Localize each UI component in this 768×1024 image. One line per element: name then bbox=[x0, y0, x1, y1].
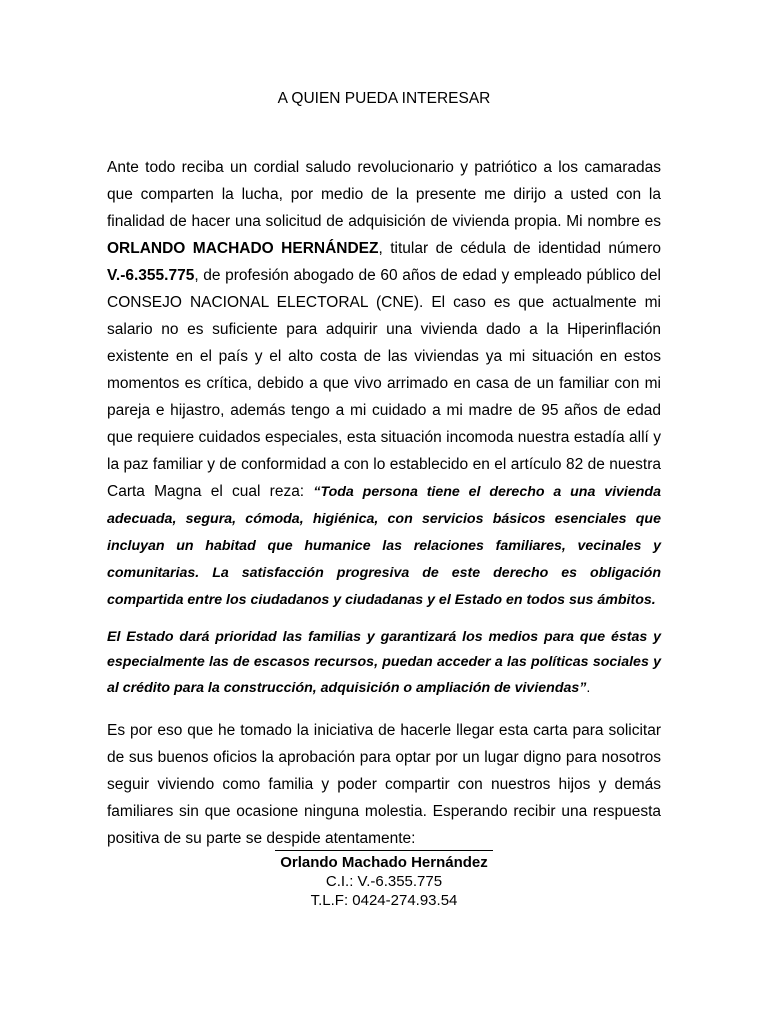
signature-name: Orlando Machado Hernández bbox=[280, 854, 488, 871]
signature-block bbox=[0, 850, 768, 910]
intro-text-b: , titular de cédula de identidad número bbox=[378, 240, 661, 257]
paragraph-constitution-quote bbox=[107, 625, 661, 701]
constitution-quote-part1: Toda persona tiene el derecho a una vivienda adecuada, segura, cómoda, higiénica, con servicios básicos esenciales que incluyan un habitad que humanice las relaciones familiares, vecinales y comunitarias. La satisfacción progresiva de este derecho es obligación compartida entre los ciudadanos y ciudadanas y el Estado en todos sus ámbitos. bbox=[107, 484, 661, 608]
signature-phone: T.L.F: 0424-274.93.54 bbox=[310, 892, 458, 909]
quote-period: . bbox=[586, 679, 591, 696]
open-quote: “ bbox=[313, 484, 321, 500]
intro-text-c: , de profesión abogado de 60 años de edad y empleado público del CONSEJO NACIONAL ELECTORAL (CNE). El caso es que actualmente mi salario no es suficiente para adquirir una vivienda dado a la Hiperinflación existente en el país y el alto costa de las viviendas ya mi situación en estos momentos es crítica, debido a que vivo arrimado en casa de un familiar con mi pareja e hijastro, además tengo a mi cuidado a mi madre de 95 años de edad que requiere cuidados especiales, esta situación incomoda nuestra estadía allí y la paz familiar y de conformidad a con lo establecido en el artículo 82 de nuestra Carta Magna el cual reza: bbox=[107, 267, 661, 500]
constitution-quote-part2: El Estado dará prioridad las familias y garantizará los medios para que éstas y especialmente las de escasos recursos, puedan acceder a las políticas sociales y al crédito para la construcción, adquisición o ampliación de viviendas” bbox=[107, 629, 661, 696]
signature-line bbox=[275, 850, 493, 851]
paragraph-closing: Es por eso que he tomado la iniciativa de hacerle llegar esta carta para solicitar de sus buenos oficios la aprobación para optar por un lugar digno para nosotros seguir viviendo como familia y poder compartir con nuestros hijos y demás familiares sin que ocasione ninguna molestia. Esperando recibir una respuesta positiva de su parte se despide atentamente: bbox=[107, 721, 661, 847]
document-title: A QUIEN PUEDA INTERESAR bbox=[277, 90, 491, 107]
signature-id: C.I.: V.-6.355.775 bbox=[325, 873, 443, 890]
applicant-name: ORLANDO MACHADO HERNÁNDEZ bbox=[107, 240, 379, 257]
letter-body bbox=[107, 154, 661, 852]
paragraph-intro bbox=[107, 154, 661, 613]
applicant-id: V.-6.355.775 bbox=[107, 267, 195, 284]
intro-text-a: Ante todo reciba un cordial saludo revolucionario y patriótico a los camaradas que comparten la lucha, por medio de la presente me dirijo a usted con la finalidad de hacer una solicitud de adquisición de vivienda propia. Mi nombre es bbox=[107, 159, 661, 230]
